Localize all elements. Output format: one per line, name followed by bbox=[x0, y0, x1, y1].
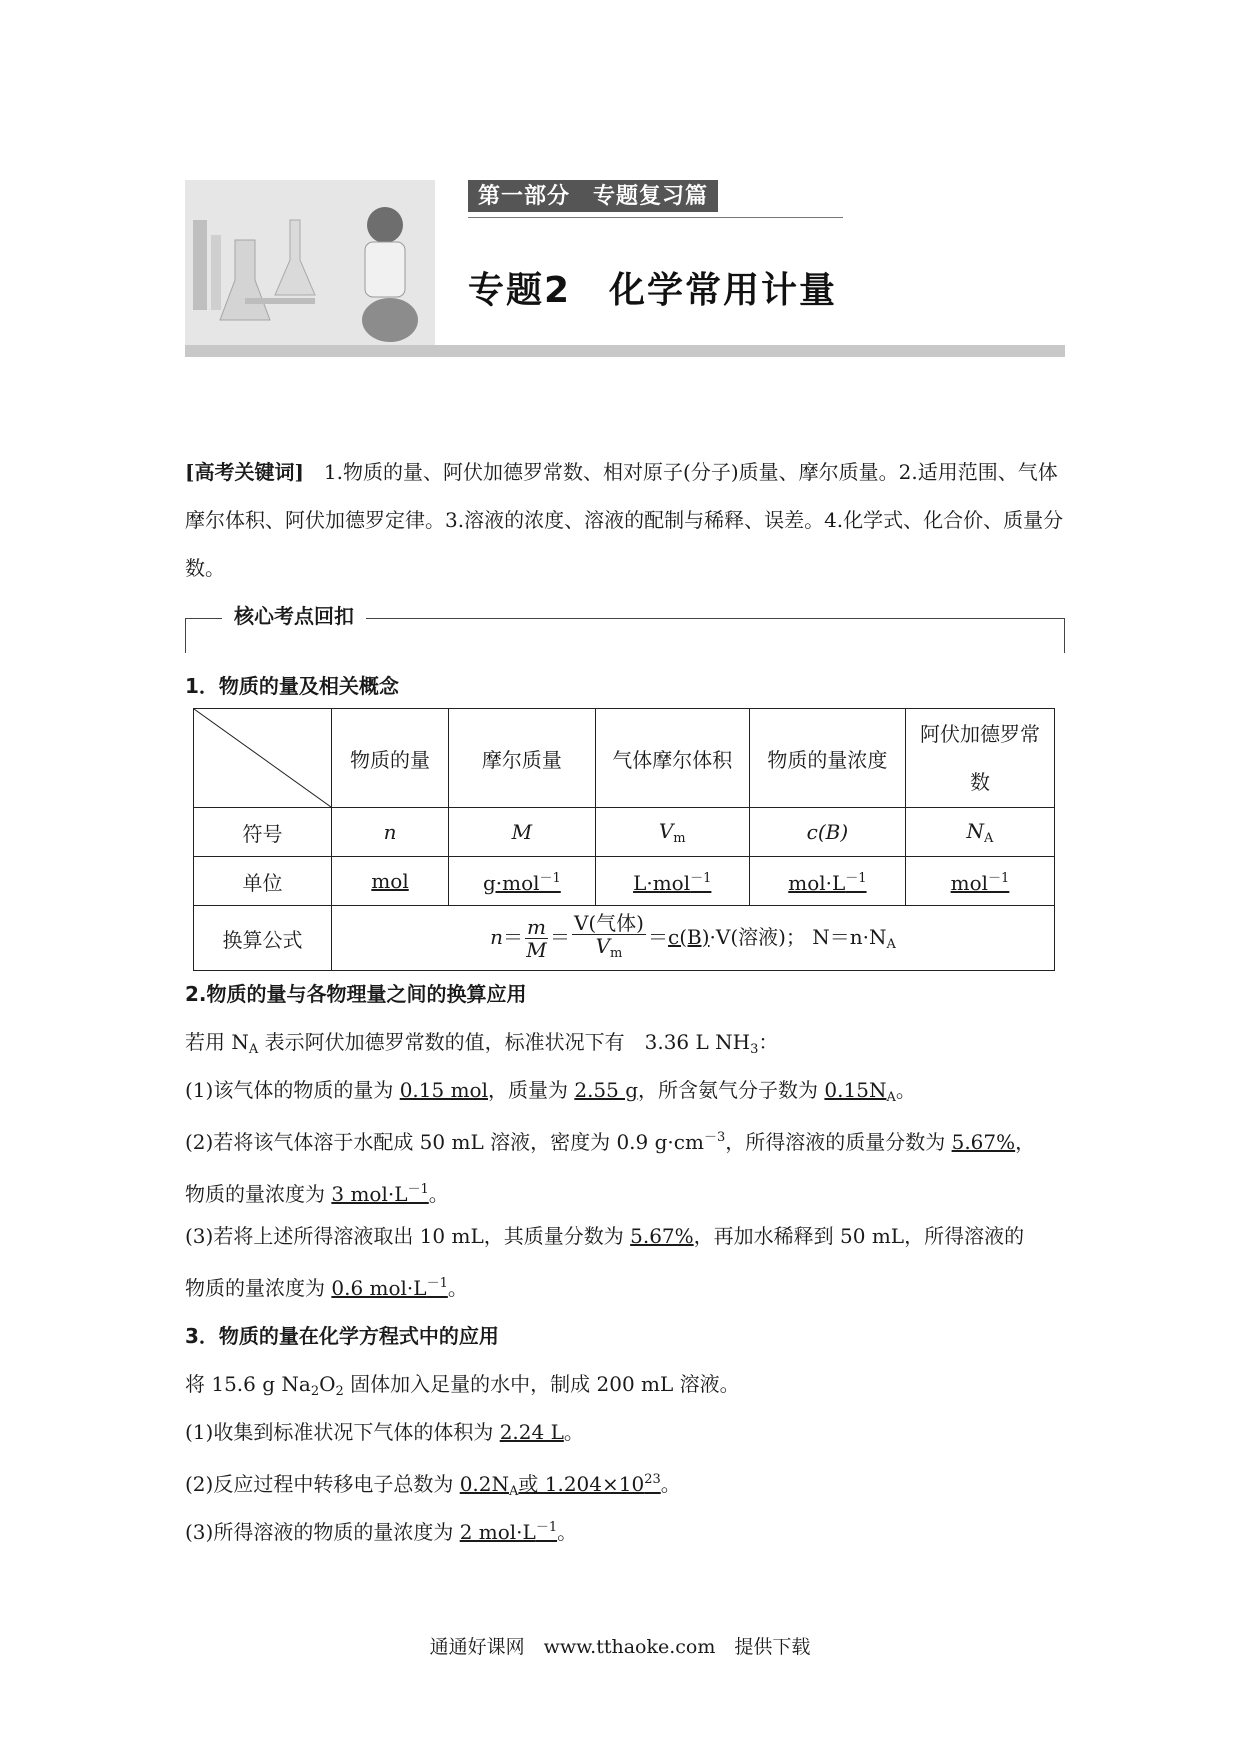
header-cell: 物质的量浓度 bbox=[749, 709, 905, 808]
header-cell: 物质的量 bbox=[332, 709, 449, 808]
core-section-title: 核心考点回扣 bbox=[222, 600, 366, 629]
symbol-cell: n bbox=[332, 808, 449, 857]
header-cell: 阿伏加德罗常数 bbox=[905, 709, 1054, 808]
keywords-paragraph bbox=[185, 448, 1065, 592]
symbol-cell: $V_m$ bbox=[595, 808, 749, 857]
section3-heading: 3．物质的量在化学方程式中的应用 bbox=[185, 1324, 499, 1348]
part-label: 第一部分 专题复习篇 bbox=[468, 180, 718, 212]
row-label-formula: 换算公式 bbox=[194, 906, 332, 971]
section3-q2: (2)反应过程中转移电子总数为 $0.2N_A$或 $1.204\times 10^{23}$。 bbox=[185, 1472, 681, 1499]
section2-q3: (3)若将上述所得溶液取出 10 mL，其质量分数为 5.67%，再加水稀释到 50 mL，所得溶液的 物质的量浓度为 0.6 $mol\cdot L^{-1}$。 bbox=[185, 1224, 1025, 1300]
core-frame-right bbox=[1064, 618, 1065, 653]
unit-cell: g·mol$^{-1}$ bbox=[449, 857, 596, 906]
diagonal-corner-cell bbox=[194, 709, 332, 808]
diagonal-line bbox=[194, 709, 331, 807]
lab-illustration-icon bbox=[185, 180, 435, 355]
row-label-unit: 单位 bbox=[194, 857, 332, 906]
part-rule bbox=[468, 217, 843, 218]
unit-cell: $mol\cdot L^{-1}$ bbox=[749, 857, 905, 906]
header-cell: 摩尔质量 bbox=[449, 709, 596, 808]
section3-q1: (1)收集到标准状况下气体的体积为 2.24 L。 bbox=[185, 1420, 584, 1444]
unit-cell: L·mol$^{-1}$ bbox=[595, 857, 749, 906]
section2-intro: 若用 $N_A$ 表示阿伏加德罗常数的值，标准状况下有 3.36 L $NH_3$： bbox=[185, 1030, 779, 1057]
chapter-title: 专题2 化学常用计量 bbox=[468, 270, 838, 311]
footer-text: 通通好课网 www.tthaoke.com 提供下载 bbox=[429, 1636, 811, 1658]
symbol-cell: $N_A$ bbox=[905, 808, 1054, 857]
keywords-text: 1.物质的量、阿伏加德罗常数、相对原子(分子)质量、摩尔质量。2.适用范围、气体摩尔体积、阿伏加德罗定律。3.溶液的浓度、溶液的配制与稀释、误差。4.化学式、化合价、质量分数。 bbox=[185, 460, 1064, 580]
section3-intro: 将 15.6 g $Na_2O_2$ 固体加入足量的水中，制成 200 mL 溶液。 bbox=[185, 1372, 740, 1399]
section2-heading: 2.物质的量与各物理量之间的换算应用 bbox=[185, 982, 527, 1006]
core-frame-left bbox=[185, 618, 186, 653]
header-cell: 气体摩尔体积 bbox=[595, 709, 749, 808]
section1-heading: 1．物质的量及相关概念 bbox=[185, 674, 399, 698]
row-label-symbol: 符号 bbox=[194, 808, 332, 857]
unit-cell: mol$^{-1}$ bbox=[905, 857, 1054, 906]
symbol-cell: c(B) bbox=[749, 808, 905, 857]
section2-q2: (2)若将该气体溶于水配成 50 mL 溶液，密度为 0.9 $g\cdot cm^{-3}$，所得溶液的质量分数为 5.67%， 物质的量浓度为 3 $mol\cdot L^{-1}$。 bbox=[185, 1130, 1036, 1206]
banner-illustration bbox=[185, 180, 435, 355]
section2-q1: (1)该气体的物质的量为 0.15 mol，质量为 2.55 g，所含氨气分子数为 $0.15N_A$。 bbox=[185, 1078, 916, 1105]
symbol-cell: M bbox=[449, 808, 596, 857]
banner-bar bbox=[185, 345, 1065, 357]
concept-table bbox=[193, 708, 1055, 971]
keywords-label: [高考关键词] bbox=[185, 460, 304, 484]
unit-cell: mol bbox=[332, 857, 449, 906]
formula-cell: n＝ $\frac{m}{M}$ ＝ $\frac{\text{V(气体)}}{V_m}$ ＝c(B)·V(溶液)； $N=n\cdot N_A$ bbox=[332, 906, 1055, 971]
section3-q3: (3)所得溶液的物质的量浓度为 2 $mol\cdot L^{-1}$。 bbox=[185, 1520, 578, 1544]
